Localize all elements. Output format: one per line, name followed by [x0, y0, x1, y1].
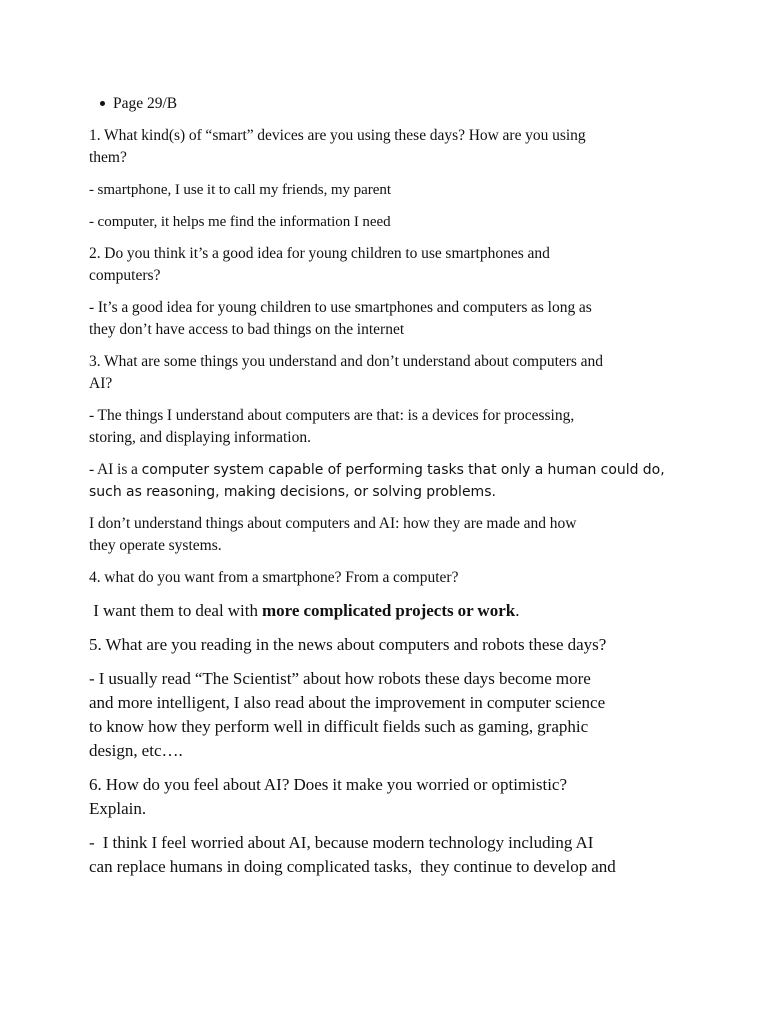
answer-3-computers-line-2: storing, and displaying information. — [89, 429, 311, 446]
answer-4 — [89, 599, 689, 623]
question-1 — [89, 125, 689, 169]
question-2 — [89, 243, 689, 287]
question-3 — [89, 351, 689, 395]
bullet-item — [113, 93, 689, 115]
question-2-line-1: 2. Do you think it’s a good idea for young children to use smartphones and — [89, 245, 550, 262]
answer-3-ai-line-2: such as reasoning, making decisions, or solving problems. — [89, 484, 496, 500]
answer-5-line-2: and more intelligent, I also read about the improvement in computer science — [89, 693, 606, 712]
question-2-line-2: computers? — [89, 267, 161, 284]
answer-5-line-3: to know how they perform well in difficult fields such as gaming, graphic — [89, 717, 589, 736]
answer-2-line-2: they don’t have access to bad things on the internet — [89, 321, 405, 338]
answer-3-computers-line-1: - The things I understand about computers are that: is a devices for processing, — [89, 407, 575, 424]
answer-3-ai — [89, 459, 689, 503]
question-1-line-2: them? — [89, 149, 127, 166]
answer-3-not-understood — [89, 513, 689, 557]
answer-5-line-1: - I usually read “The Scientist” about how robots these days become more — [89, 669, 591, 688]
answer-4-suffix: . — [515, 601, 520, 620]
question-3-line-2: AI? — [89, 375, 113, 392]
answer-6 — [89, 831, 689, 879]
question-5: 5. What are you reading in the news about computers and robots these days? — [89, 635, 607, 654]
answer-3-not-understood-line-2: they operate systems. — [89, 537, 222, 554]
answer-4-prefix: I want them to deal with — [89, 601, 263, 620]
answer-6-line-2: can replace humans in doing complicated tasks, they continue to develop and — [89, 857, 616, 876]
bullet-dot-icon — [100, 101, 105, 106]
answer-3-not-understood-line-1: I don’t understand things about computers and AI: how they are made and how — [89, 515, 577, 532]
question-4: 4. what do you want from a smartphone? From a computer? — [89, 569, 459, 586]
question-6 — [89, 773, 689, 821]
page-reference: Page 29/B — [113, 95, 178, 112]
document-body — [89, 93, 689, 889]
question-6-line-1: 6. How do you feel about AI? Does it make you worried or optimistic? — [89, 775, 568, 794]
question-1-line-1: 1. What kind(s) of “smart” devices are you using these days? How are you using — [89, 127, 586, 144]
answer-2-line-1: - It’s a good idea for young children to use smartphones and computers as long as — [89, 299, 592, 316]
answer-4-bold: more complicated projects or work — [262, 601, 516, 620]
question-6-line-2: Explain. — [89, 799, 147, 818]
answer-3-ai-prefix: - AI is a — [89, 461, 142, 478]
answer-3-ai-line-1: computer system capable of performing tasks that only a human could do, — [141, 462, 665, 478]
answer-3-computers — [89, 405, 689, 449]
question-3-line-1: 3. What are some things you understand and don’t understand about computers and — [89, 353, 604, 370]
answer-6-line-1: - I think I feel worried about AI, because modern technology including AI — [89, 833, 594, 852]
answer-2 — [89, 297, 689, 341]
answer-1-smartphone: - smartphone, I use it to call my friends, my parent — [89, 182, 392, 198]
answer-5 — [89, 667, 689, 763]
answer-5-line-4: design, etc…. — [89, 741, 183, 760]
answer-1-computer: - computer, it helps me find the information I need — [89, 214, 391, 230]
